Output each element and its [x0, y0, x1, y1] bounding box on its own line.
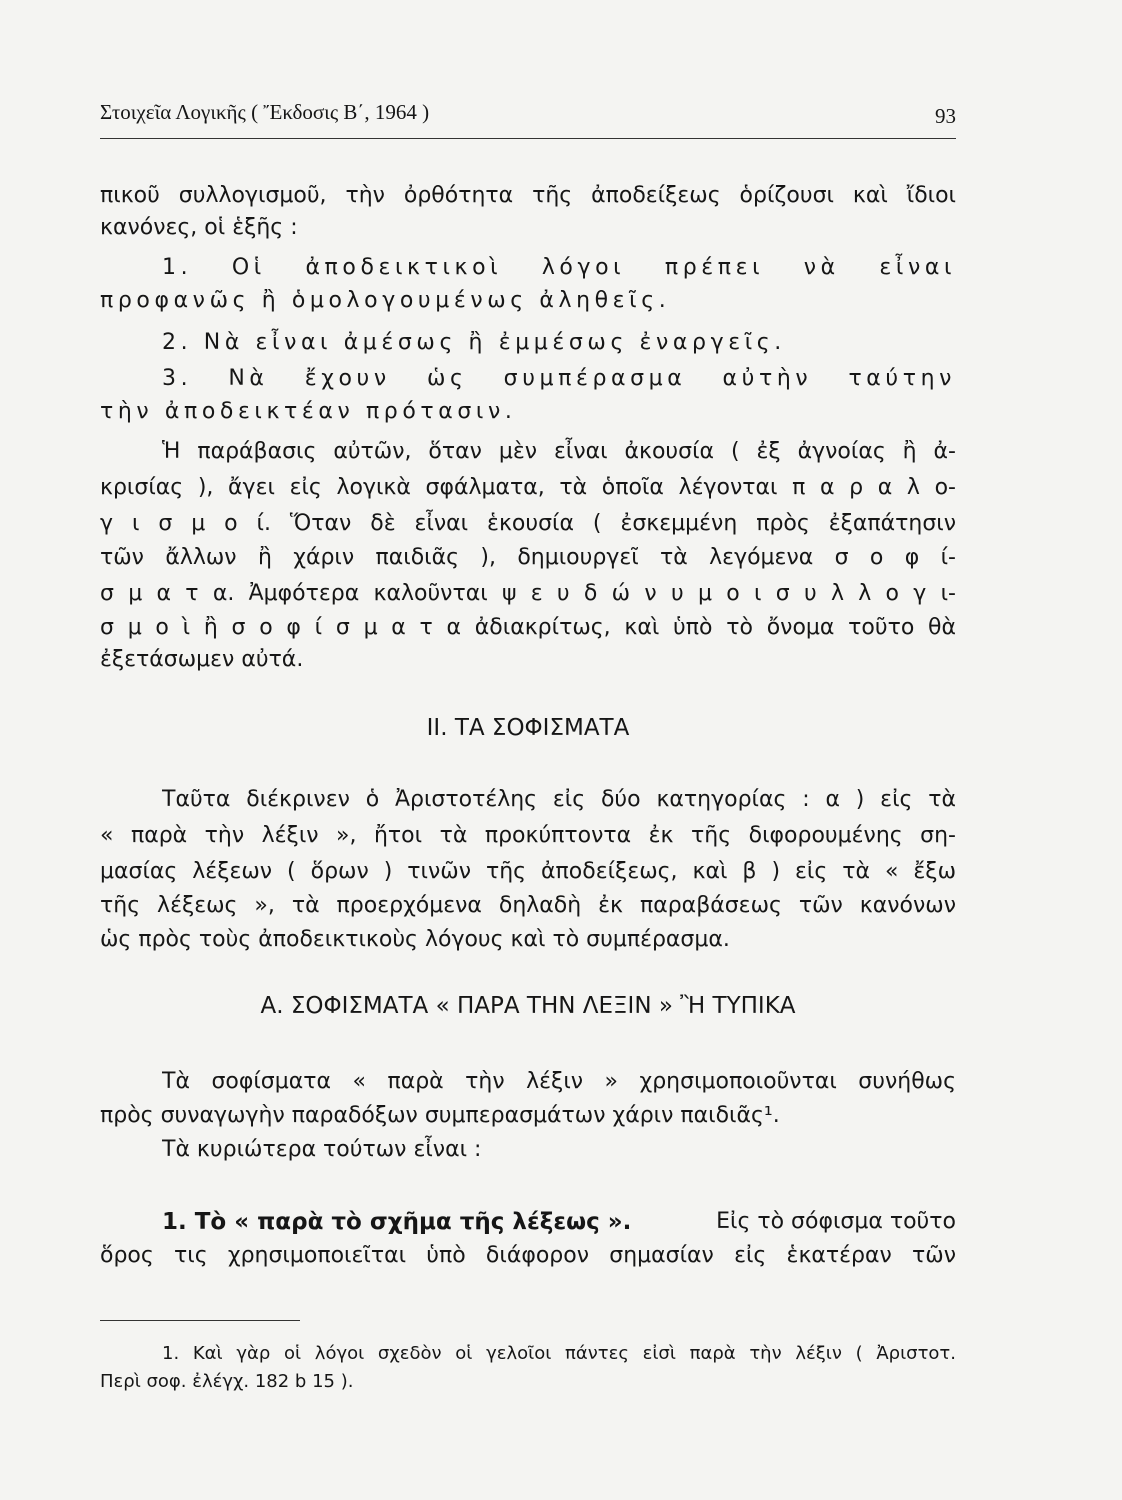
text-line: τῆς λέξεως », τὰ προερχόμενα δηλαδὴ ἐκ παραβάσεως τῶν κανόνων [100, 893, 956, 918]
text-line: Ἡ παράβασις αὐτῶν, ὅταν μὲν εἶναι ἀκουσία ( ἐξ ἀγνοίας ἢ ἀ- [162, 439, 956, 464]
text-line: κανόνες, οἱ ἑξῆς : [100, 215, 298, 240]
item-line [162, 1206, 956, 1238]
footnote-line: Περὶ σοφ. ἐλέγχ. 182 b 15 ). [100, 1371, 354, 1392]
text-line: Τὰ κυριώτερα τούτων εἶναι : [162, 1137, 482, 1162]
footnote-rule [100, 1320, 300, 1321]
item-text: Εἰς τὸ σόφισμα τοῦτο [716, 1209, 956, 1234]
rule-line: 2. Νὰ εἶναι ἀμέσως ἢ ἐμμέσως ἐναργεῖς. [162, 330, 786, 355]
text-line: πρὸς συναγωγὴν παραδόξων συμπερασμάτων χάριν παιδιᾶς¹. [100, 1103, 780, 1128]
text-line: μασίας λέξεων ( ὅρων ) τινῶν τῆς ἀποδείξεως, καὶ β ) εἰς τὰ « ἔξω [100, 859, 956, 884]
text-line: σ μ α τ α. Ἀμφότερα καλοῦνται ψ ε υ δ ώ ν υ μ ο ι σ υ λ λ ο γ ι- [100, 581, 956, 606]
rule-line: 1. Οἱ ἀποδεικτικοὶ λόγοι πρέπει νὰ εἶναι [162, 255, 956, 280]
text-line: Ταῦτα διέκρινεν ὁ Ἀριστοτέλης εἰς δύο κατηγορίας : α ) εἰς τὰ [162, 787, 956, 812]
item-title: 1. Τὸ « παρὰ τὸ σχῆμα τῆς λέξεως ». [162, 1209, 632, 1235]
running-header [100, 100, 956, 128]
rule-line: 3. Νὰ ἔχουν ὡς συμπέρασμα αὐτὴν ταύτην [162, 366, 956, 391]
text-line: κρισίας ), ἄγει εἰς λογικὰ σφάλματα, τὰ ὁποῖα λέγονται π α ρ α λ ο- [100, 475, 956, 500]
footnote-line: 1. Καὶ γὰρ οἱ λόγοι σχεδὸν οἱ γελοῖοι πάντες εἰσὶ παρὰ τὴν λέξιν ( Ἀριστοτ. [162, 1343, 956, 1364]
text-line: ὡς πρὸς τοὺς ἀποδεικτικοὺς λόγους καὶ τὸ συμπέρασμα. [100, 927, 730, 952]
text-line: ὅρος τις χρησιμοποιεῖται ὑπὸ διάφορον σημασίαν εἰς ἑκατέραν τῶν [100, 1243, 956, 1268]
rule-line: προφανῶς ἢ ὁμολογουμένως ἀληθεῖς. [100, 288, 671, 313]
text-line: « παρὰ τὴν λέξιν », ἤτοι τὰ προκύπτοντα ἐκ τῆς διφορουμένης ση- [100, 823, 956, 848]
page-number: 93 [935, 104, 956, 128]
text-line: γ ι σ μ ο ί. Ὅταν δὲ εἶναι ἑκουσία ( ἐσκεμμένη πρὸς ἐξαπάτησιν [100, 511, 956, 536]
text-line: σ μ ο ὶ ἢ σ ο φ ί σ μ α τ α ἀδιακρίτως, καὶ ὑπὸ τὸ ὄνομα τοῦτο θὰ [100, 615, 956, 640]
running-title: Στοιχεῖα Λογικῆς ( Ἔκδοσις Β΄, 1964 ) [100, 100, 430, 124]
text-line: ἐξετάσωμεν αὐτά. [100, 647, 304, 672]
text-line: πικοῦ συλλογισμοῦ, τὴν ὀρθότητα τῆς ἀποδείξεως ὁρίζουσι καὶ ἴδιοι [100, 183, 956, 208]
rule-line: τὴν ἀποδεικτέαν πρότασιν. [100, 399, 517, 424]
text-line: Τὰ σοφίσματα « παρὰ τὴν λέξιν » χρησιμοποιοῦνται συνήθως [162, 1069, 956, 1094]
header-rule [100, 138, 956, 139]
subsection-heading: Α. ΣΟΦΙΣΜΑΤΑ « ΠΑΡΑ ΤΗΝ ΛΕΞΙΝ » Ἢ ΤΥΠΙΚΑ [260, 993, 796, 1019]
section-heading: II. ΤΑ ΣΟΦΙΣΜΑΤΑ [426, 715, 630, 741]
text-line: τῶν ἄλλων ἢ χάριν παιδιᾶς ), δημιουργεῖ τὰ λεγόμενα σ ο φ ί- [100, 545, 956, 570]
